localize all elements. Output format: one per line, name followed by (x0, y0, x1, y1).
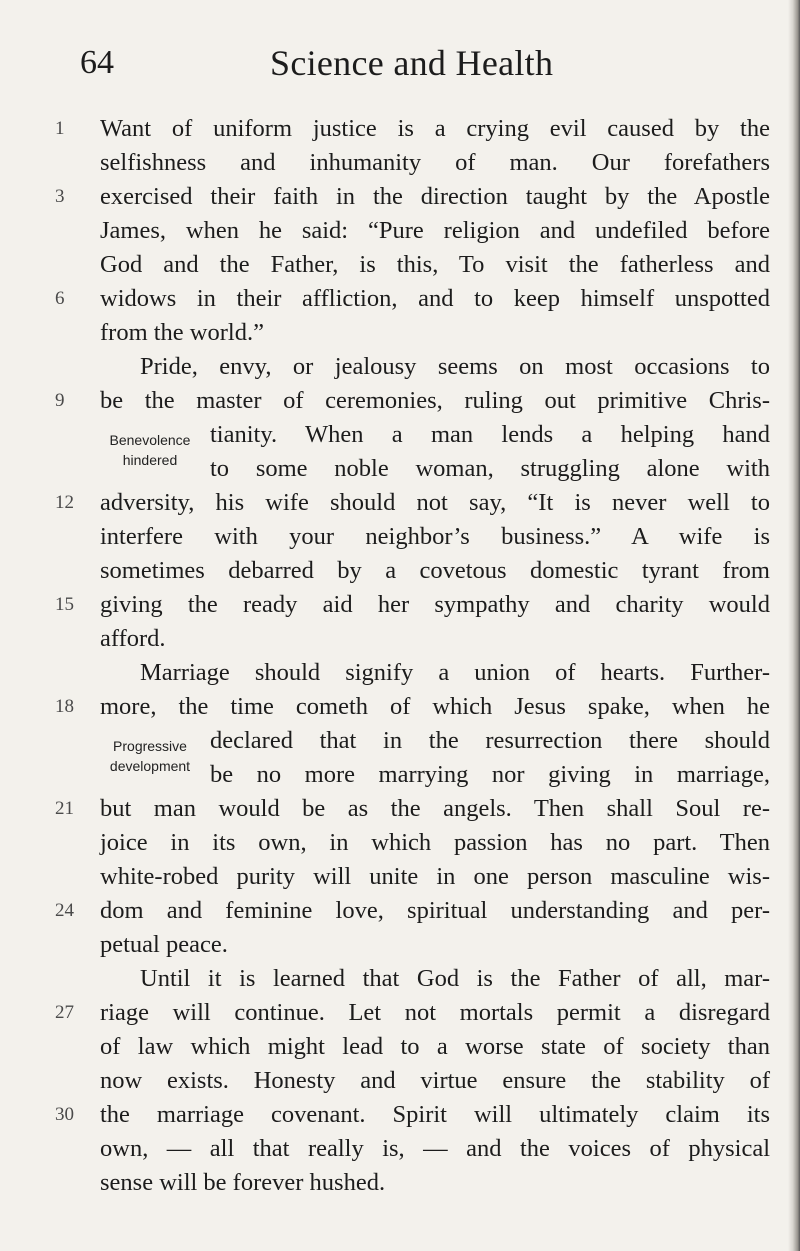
text-line: adversity, his wife should not say, “It is never well to (100, 489, 770, 516)
page-number: 64 (80, 44, 114, 81)
text-line: tianity. When a man lends a helping hand (210, 421, 770, 448)
text-line: dom and feminine love, spiritual understanding and per- (100, 897, 770, 924)
line-number: 30 (55, 1104, 74, 1125)
line-number: 9 (55, 390, 65, 411)
line-number: 6 (55, 288, 65, 309)
text-line: sense will be forever hushed. (100, 1169, 386, 1196)
line-number: 1 (55, 118, 65, 139)
text-line: petual peace. (100, 931, 228, 958)
text-line: now exists. Honesty and virtue ensure the stability of (100, 1067, 770, 1094)
marginal-note-line: development (109, 758, 191, 774)
text-line: afford. (100, 625, 166, 652)
marginal-note-line: Progressive (113, 738, 187, 754)
text-line: exercised their faith in the direction taught by the Apostle (100, 183, 770, 210)
text-line: more, the time cometh of which Jesus spake, when he (100, 693, 770, 720)
text-line: own, — all that really is, — and the voices of physical (100, 1135, 770, 1162)
marginal-note-line: Benevolence (109, 432, 191, 448)
text-line: joice in its own, in which passion has no part. Then (100, 829, 770, 856)
text-line: Marriage should signify a union of hearts. Further- (140, 659, 770, 686)
text-line: riage will continue. Let not mortals permit a disregard (100, 999, 770, 1026)
line-number: 21 (55, 798, 74, 819)
line-number: 27 (55, 1002, 74, 1023)
text-line: sometimes debarred by a covetous domestic tyrant from (100, 557, 770, 584)
line-number: 12 (55, 492, 74, 513)
marginal-note-progressive (100, 736, 200, 776)
text-line: interfere with your neighbor’s business.” A wife is (100, 523, 770, 550)
text-line: Pride, envy, or jealousy seems on most occasions to (140, 353, 770, 380)
line-number: 3 (55, 186, 65, 207)
text-line: Want of uniform justice is a crying evil caused by the (100, 115, 770, 142)
line-number: 24 (55, 900, 74, 921)
text-line: the marriage covenant. Spirit will ultimately claim its (100, 1101, 770, 1128)
text-line: to some noble woman, struggling alone with (210, 455, 770, 482)
text-line: be the master of ceremonies, ruling out primitive Chris- (100, 387, 770, 414)
marginal-note-benevolence (100, 430, 200, 470)
text-line: God and the Father, is this, To visit the fatherless and (100, 251, 770, 278)
text-line: declared that in the resurrection there should (210, 727, 770, 754)
text-line: white-robed purity will unite in one person masculine wis- (100, 863, 770, 890)
text-line: James, when he said: “Pure religion and undefiled before (100, 217, 770, 244)
line-number: 18 (55, 696, 74, 717)
text-line: of law which might lead to a worse state of society than (100, 1033, 770, 1060)
page-header (0, 38, 800, 88)
text-line: be no more marrying nor giving in marriage, (210, 761, 770, 788)
page-edge-shadow (788, 0, 800, 1251)
text-line: Until it is learned that God is the Father of all, mar- (140, 965, 770, 992)
text-line: giving the ready aid her sympathy and charity would (100, 591, 770, 618)
running-title: Science and Health (270, 43, 554, 83)
text-line: but man would be as the angels. Then shall Soul re- (100, 795, 770, 822)
marginal-note-line: hindered (122, 452, 178, 468)
text-line: widows in their affliction, and to keep himself unspotted (100, 285, 770, 312)
line-number: 15 (55, 594, 74, 615)
text-line: from the world.” (100, 319, 264, 346)
text-line: selfishness and inhumanity of man. Our forefathers (100, 149, 770, 176)
